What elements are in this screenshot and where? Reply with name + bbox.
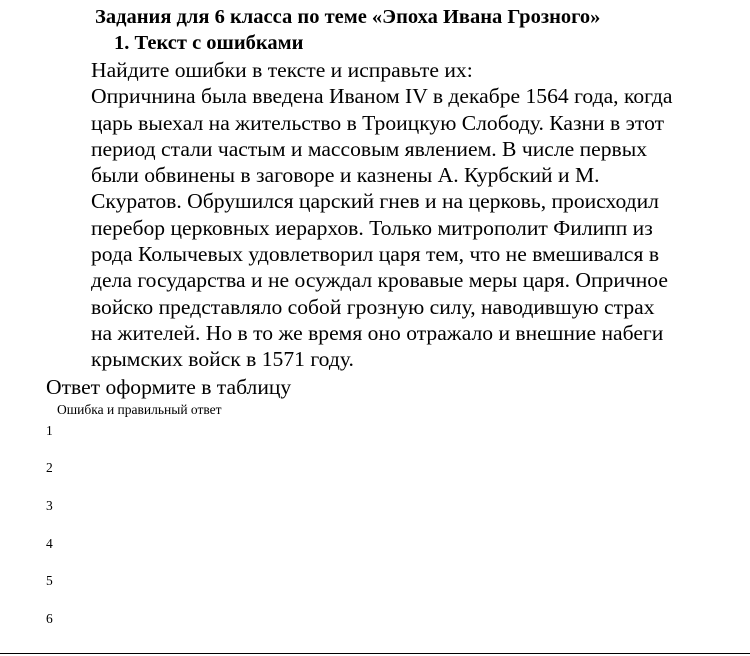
table-header: Ошибка и правильный ответ: [57, 402, 222, 417]
instruction-line: Найдите ошибки в тексте и исправьте их:: [91, 58, 473, 82]
text-line: Опричнина была введена Иваном IV в декабре 1564 года, когда: [91, 84, 673, 109]
page-title: Задания для 6 класса по теме «Эпоха Ивана Грозного»: [95, 6, 601, 28]
text-line: перебор церковных иерархов. Только митрополит Филипп из: [91, 215, 653, 240]
task-text: [91, 57, 721, 373]
text-line: на жителей. Но в то же время оно отражало и внешние набеги: [91, 320, 664, 345]
text-line: царь выехал на жительство в Троицкую Слободу. Казни в этот: [91, 110, 665, 135]
text-line: были обвинены в заговоре и казнены А. Курбский и М.: [91, 163, 600, 188]
section-heading: 1. Текст с ошибками: [114, 32, 304, 54]
text-line: рода Колычевых удовлетворил царя тем, что не вмешивался в: [91, 242, 660, 267]
bottom-divider: [0, 653, 750, 654]
table-row-number: 6: [46, 611, 53, 626]
table-row-number: 1: [46, 423, 53, 438]
table-row-number: 2: [46, 460, 53, 475]
table-row-number: 3: [46, 498, 53, 513]
text-line: период стали частым и массовым явлением. В числе первых: [91, 136, 648, 161]
text-line: крымских войск в 1571 году.: [91, 347, 354, 372]
text-line: войско представляло собой грозную силу, наводившую страх: [91, 294, 655, 319]
text-line: Скуратов. Обрушился царский гнев и на церковь, происходил: [91, 189, 659, 214]
answer-instruction: Ответ оформите в таблицу: [46, 375, 292, 399]
table-row-number: 5: [46, 573, 53, 588]
table-row-number: 4: [46, 536, 53, 551]
text-line: дела государства и не осуждал кровавые меры царя. Опричное: [91, 268, 668, 293]
